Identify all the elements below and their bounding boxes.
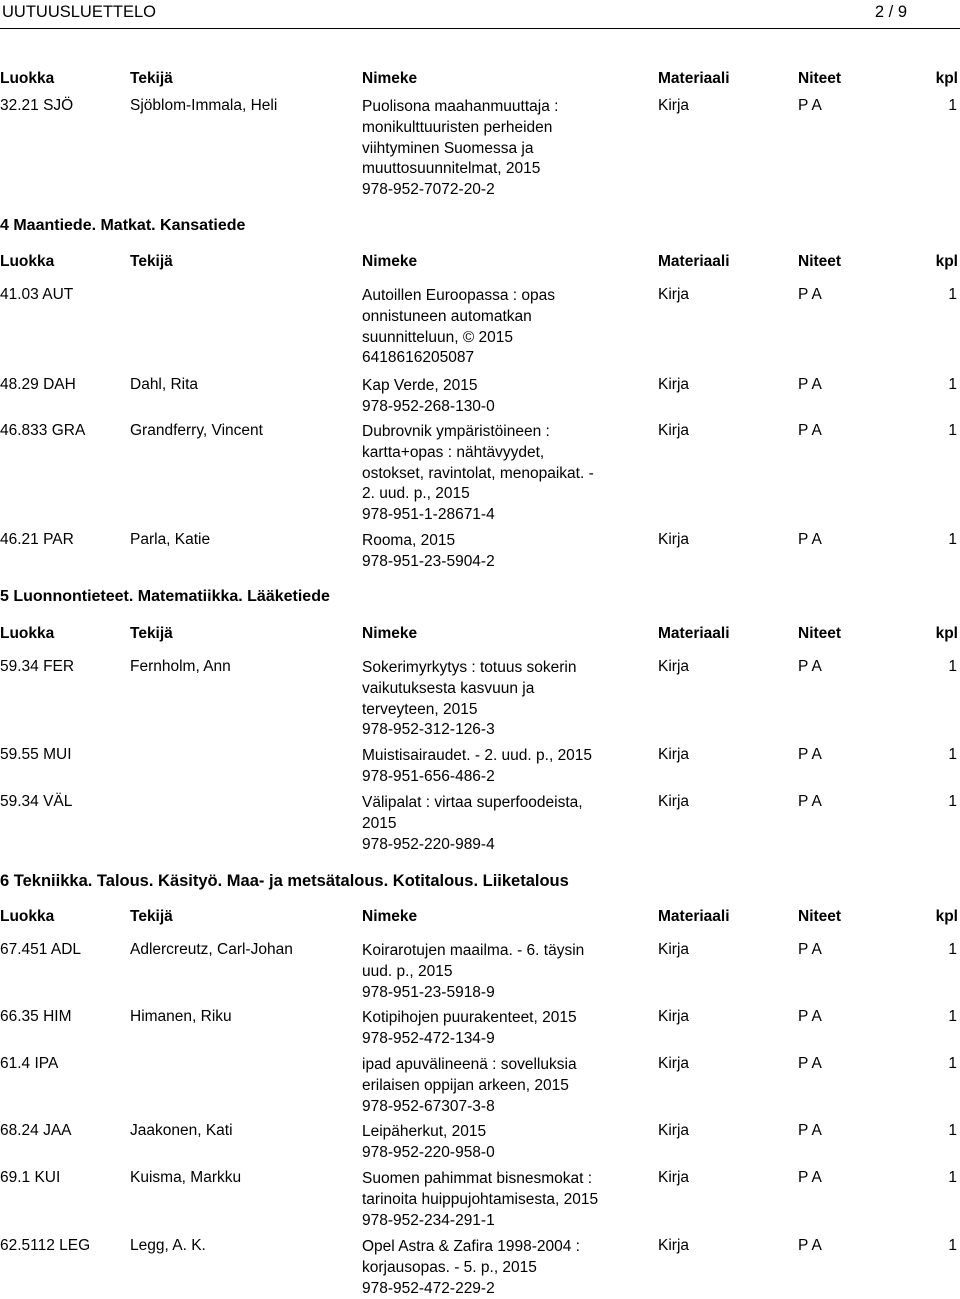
cell-materiaali: Kirja bbox=[658, 286, 690, 303]
page-number: 2 / 9 bbox=[874, 3, 907, 21]
nimeke-line: 978-952-472-229-2 bbox=[362, 1279, 495, 1297]
cell-tekija: Dahl, Rita bbox=[130, 376, 199, 393]
column-header-row bbox=[0, 625, 960, 645]
column-header-kpl: kpl bbox=[935, 908, 958, 925]
nimeke-line: 978-952-220-989-4 bbox=[362, 835, 495, 853]
cell-tekija: Jaakonen, Kati bbox=[130, 1122, 233, 1139]
column-header-kpl: kpl bbox=[935, 625, 958, 642]
cell-niteet: P A bbox=[798, 531, 822, 548]
column-header-tekija: Tekijä bbox=[130, 253, 173, 270]
nimeke-line: ostokset, ravintolat, menopaikat. - bbox=[362, 464, 594, 482]
cell-nimeke bbox=[362, 531, 612, 573]
nimeke-line: viihtyminen Suomessa ja bbox=[362, 139, 534, 157]
column-header-niteet: Niteet bbox=[798, 253, 842, 270]
nimeke-line: Autoillen Euroopassa : opas bbox=[362, 287, 556, 304]
cell-kpl: 1 bbox=[948, 793, 957, 810]
page-header bbox=[0, 0, 960, 29]
nimeke-line: 978-952-67307-3-8 bbox=[362, 1097, 495, 1115]
nimeke-line: 2. uud. p., 2015 bbox=[362, 485, 470, 503]
cell-nimeke bbox=[362, 941, 612, 1003]
document-title: UUTUUSLUETTELO bbox=[2, 3, 157, 21]
cell-kpl: 1 bbox=[948, 746, 957, 763]
column-header-tekija: Tekijä bbox=[130, 70, 173, 87]
nimeke-line: uud. p., 2015 bbox=[362, 962, 453, 980]
cell-nimeke bbox=[362, 658, 612, 741]
cell-niteet: P A bbox=[798, 422, 822, 439]
cell-kpl: 1 bbox=[948, 97, 957, 114]
cell-kpl: 1 bbox=[948, 286, 957, 303]
section-title: 6 Tekniikka. Talous. Käsityö. Maa- ja metsätalous. Kotitalous. Liiketalous bbox=[0, 872, 569, 890]
cell-kpl: 1 bbox=[948, 941, 957, 958]
cell-luokka: 32.21 SJÖ bbox=[0, 97, 74, 114]
column-header-tekija: Tekijä bbox=[130, 625, 173, 642]
cell-nimeke bbox=[362, 1122, 612, 1164]
column-header-luokka: Luokka bbox=[0, 908, 55, 925]
cell-materiaali: Kirja bbox=[658, 1169, 690, 1186]
nimeke-line: Rooma, 2015 bbox=[362, 532, 456, 549]
nimeke-line: korjausopas. - 5. p., 2015 bbox=[362, 1258, 537, 1276]
cell-nimeke bbox=[362, 793, 612, 855]
nimeke-line: 978-952-220-958-0 bbox=[362, 1143, 495, 1161]
column-header-kpl: kpl bbox=[935, 253, 958, 270]
nimeke-line: Välipalat : virtaa superfoodeista, bbox=[362, 794, 583, 811]
cell-nimeke bbox=[362, 97, 612, 201]
nimeke-line: 978-951-1-28671-4 bbox=[362, 506, 495, 524]
section-title: 4 Maantiede. Matkat. Kansatiede bbox=[0, 217, 246, 234]
cell-materiaali: Kirja bbox=[658, 422, 690, 439]
cell-tekija: Adlercreutz, Carl-Johan bbox=[130, 941, 293, 958]
nimeke-line: tarinoita huippujohtamisesta, 2015 bbox=[362, 1190, 599, 1208]
cell-materiaali: Kirja bbox=[658, 793, 690, 810]
nimeke-line: 978-952-472-134-9 bbox=[362, 1029, 495, 1047]
cell-luokka: 67.451 ADL bbox=[0, 941, 82, 958]
nimeke-line: suunnitteluun, © 2015 bbox=[362, 328, 514, 346]
cell-materiaali: Kirja bbox=[658, 941, 690, 958]
nimeke-line: Muistisairaudet. - 2. uud. p., 2015 bbox=[362, 747, 593, 764]
column-header-row bbox=[0, 70, 960, 90]
nimeke-line: terveyteen, 2015 bbox=[362, 700, 478, 718]
cell-luokka: 62.5112 LEG bbox=[0, 1237, 91, 1254]
nimeke-line: 978-952-312-126-3 bbox=[362, 721, 495, 739]
column-header-row bbox=[0, 908, 960, 928]
cell-tekija: Himanen, Riku bbox=[130, 1008, 232, 1025]
column-header-materiaali: Materiaali bbox=[658, 70, 730, 87]
cell-niteet: P A bbox=[798, 376, 822, 393]
nimeke-line: Suomen pahimmat bisnesmokat : bbox=[362, 1170, 593, 1187]
cell-tekija: Sjöblom-Immala, Heli bbox=[130, 97, 278, 114]
nimeke-line: 978-951-23-5918-9 bbox=[362, 983, 495, 1001]
column-header-nimeke: Nimeke bbox=[362, 625, 418, 642]
cell-luokka: 66.35 HIM bbox=[0, 1008, 72, 1025]
nimeke-line: 978-951-23-5904-2 bbox=[362, 552, 495, 570]
nimeke-line: 978-952-268-130-0 bbox=[362, 397, 495, 415]
cell-materiaali: Kirja bbox=[658, 658, 690, 675]
cell-materiaali: Kirja bbox=[658, 1008, 690, 1025]
cell-tekija: Grandferry, Vincent bbox=[130, 422, 263, 439]
column-header-nimeke: Nimeke bbox=[362, 908, 418, 925]
cell-niteet: P A bbox=[798, 746, 822, 763]
column-header-materiaali: Materiaali bbox=[658, 625, 730, 642]
cell-materiaali: Kirja bbox=[658, 97, 690, 114]
cell-niteet: P A bbox=[798, 793, 822, 810]
nimeke-line: monikulttuuristen perheiden bbox=[362, 118, 553, 136]
column-header-luokka: Luokka bbox=[0, 625, 55, 642]
cell-kpl: 1 bbox=[948, 658, 957, 675]
nimeke-line: Kap Verde, 2015 bbox=[362, 377, 478, 394]
cell-tekija: Fernholm, Ann bbox=[130, 658, 231, 675]
cell-luokka: 59.34 FER bbox=[0, 658, 75, 675]
nimeke-line: 2015 bbox=[362, 814, 397, 832]
cell-materiaali: Kirja bbox=[658, 746, 690, 763]
nimeke-line: erilaisen oppijan arkeen, 2015 bbox=[362, 1076, 569, 1094]
cell-kpl: 1 bbox=[948, 1237, 957, 1254]
cell-kpl: 1 bbox=[948, 531, 957, 548]
cell-nimeke bbox=[362, 1055, 612, 1117]
cell-tekija: Legg, A. K. bbox=[130, 1237, 206, 1254]
cell-materiaali: Kirja bbox=[658, 1237, 690, 1254]
nimeke-line: 978-951-656-486-2 bbox=[362, 767, 495, 785]
column-header-niteet: Niteet bbox=[798, 625, 842, 642]
nimeke-line: Opel Astra & Zafira 1998-2004 : bbox=[362, 1238, 580, 1255]
cell-luokka: 48.29 DAH bbox=[0, 376, 76, 393]
cell-tekija: Kuisma, Markku bbox=[130, 1169, 242, 1186]
column-header-nimeke: Nimeke bbox=[362, 70, 418, 87]
cell-luokka: 61.4 IPA bbox=[0, 1055, 59, 1072]
nimeke-line: Sokerimyrkytys : totuus sokerin bbox=[362, 659, 577, 676]
cell-luokka: 59.55 MUI bbox=[0, 746, 72, 763]
nimeke-line: vaikutuksesta kasvuun ja bbox=[362, 679, 535, 697]
cell-nimeke bbox=[362, 286, 612, 369]
cell-niteet: P A bbox=[798, 1169, 822, 1186]
cell-nimeke bbox=[362, 376, 612, 418]
nimeke-line: 978-952-234-291-1 bbox=[362, 1211, 495, 1229]
cell-nimeke bbox=[362, 422, 612, 526]
cell-nimeke bbox=[362, 1008, 612, 1050]
nimeke-line: Puolisona maahanmuuttaja : bbox=[362, 98, 559, 115]
column-header-nimeke: Nimeke bbox=[362, 253, 418, 270]
column-header-materiaali: Materiaali bbox=[658, 908, 730, 925]
nimeke-line: Kotipihojen puurakenteet, 2015 bbox=[362, 1009, 577, 1026]
cell-luokka: 46.21 PAR bbox=[0, 531, 74, 548]
section-title: 5 Luonnontieteet. Matematiikka. Lääketiede bbox=[0, 588, 330, 605]
cell-luokka: 46.833 GRA bbox=[0, 422, 86, 439]
cell-luokka: 68.24 JAA bbox=[0, 1122, 72, 1139]
nimeke-line: ipad apuvälineenä : sovelluksia bbox=[362, 1056, 577, 1073]
column-header-kpl: kpl bbox=[935, 70, 958, 87]
nimeke-line: Koirarotujen maailma. - 6. täysin bbox=[362, 942, 585, 959]
cell-materiaali: Kirja bbox=[658, 376, 690, 393]
nimeke-line: 978-952-7072-20-2 bbox=[362, 181, 495, 199]
cell-kpl: 1 bbox=[948, 422, 957, 439]
cell-nimeke bbox=[362, 1237, 612, 1299]
cell-niteet: P A bbox=[798, 286, 822, 303]
cell-nimeke bbox=[362, 746, 612, 788]
column-header-luokka: Luokka bbox=[0, 70, 55, 87]
cell-luokka: 41.03 AUT bbox=[0, 286, 74, 303]
column-header-niteet: Niteet bbox=[798, 908, 842, 925]
nimeke-line: muuttosuunnitelmat, 2015 bbox=[362, 160, 541, 178]
cell-niteet: P A bbox=[798, 1008, 822, 1025]
cell-materiaali: Kirja bbox=[658, 531, 690, 548]
nimeke-line: Dubrovnik ympäristöineen : bbox=[362, 423, 550, 440]
cell-kpl: 1 bbox=[948, 1169, 957, 1186]
cell-kpl: 1 bbox=[948, 1008, 957, 1025]
cell-niteet: P A bbox=[798, 1055, 822, 1072]
cell-niteet: P A bbox=[798, 658, 822, 675]
cell-luokka: 69.1 KUI bbox=[0, 1169, 61, 1186]
cell-luokka: 59.34 VÄL bbox=[0, 793, 73, 810]
nimeke-line: 6418616205087 bbox=[362, 349, 475, 367]
column-header-luokka: Luokka bbox=[0, 253, 55, 270]
cell-niteet: P A bbox=[798, 1122, 822, 1139]
cell-niteet: P A bbox=[798, 1237, 822, 1254]
column-header-materiaali: Materiaali bbox=[658, 253, 730, 270]
nimeke-line: kartta+opas : nähtävyydet, bbox=[362, 443, 545, 461]
cell-niteet: P A bbox=[798, 97, 822, 114]
nimeke-line: onnistuneen automatkan bbox=[362, 307, 532, 325]
column-header-tekija: Tekijä bbox=[130, 908, 173, 925]
column-header-niteet: Niteet bbox=[798, 70, 842, 87]
cell-kpl: 1 bbox=[948, 1055, 957, 1072]
cell-tekija: Parla, Katie bbox=[130, 531, 211, 548]
column-header-row bbox=[0, 253, 960, 273]
cell-materiaali: Kirja bbox=[658, 1055, 690, 1072]
cell-nimeke bbox=[362, 1169, 612, 1231]
cell-materiaali: Kirja bbox=[658, 1122, 690, 1139]
nimeke-line: Leipäherkut, 2015 bbox=[362, 1123, 487, 1140]
cell-kpl: 1 bbox=[948, 1122, 957, 1139]
cell-niteet: P A bbox=[798, 941, 822, 958]
cell-kpl: 1 bbox=[948, 376, 957, 393]
